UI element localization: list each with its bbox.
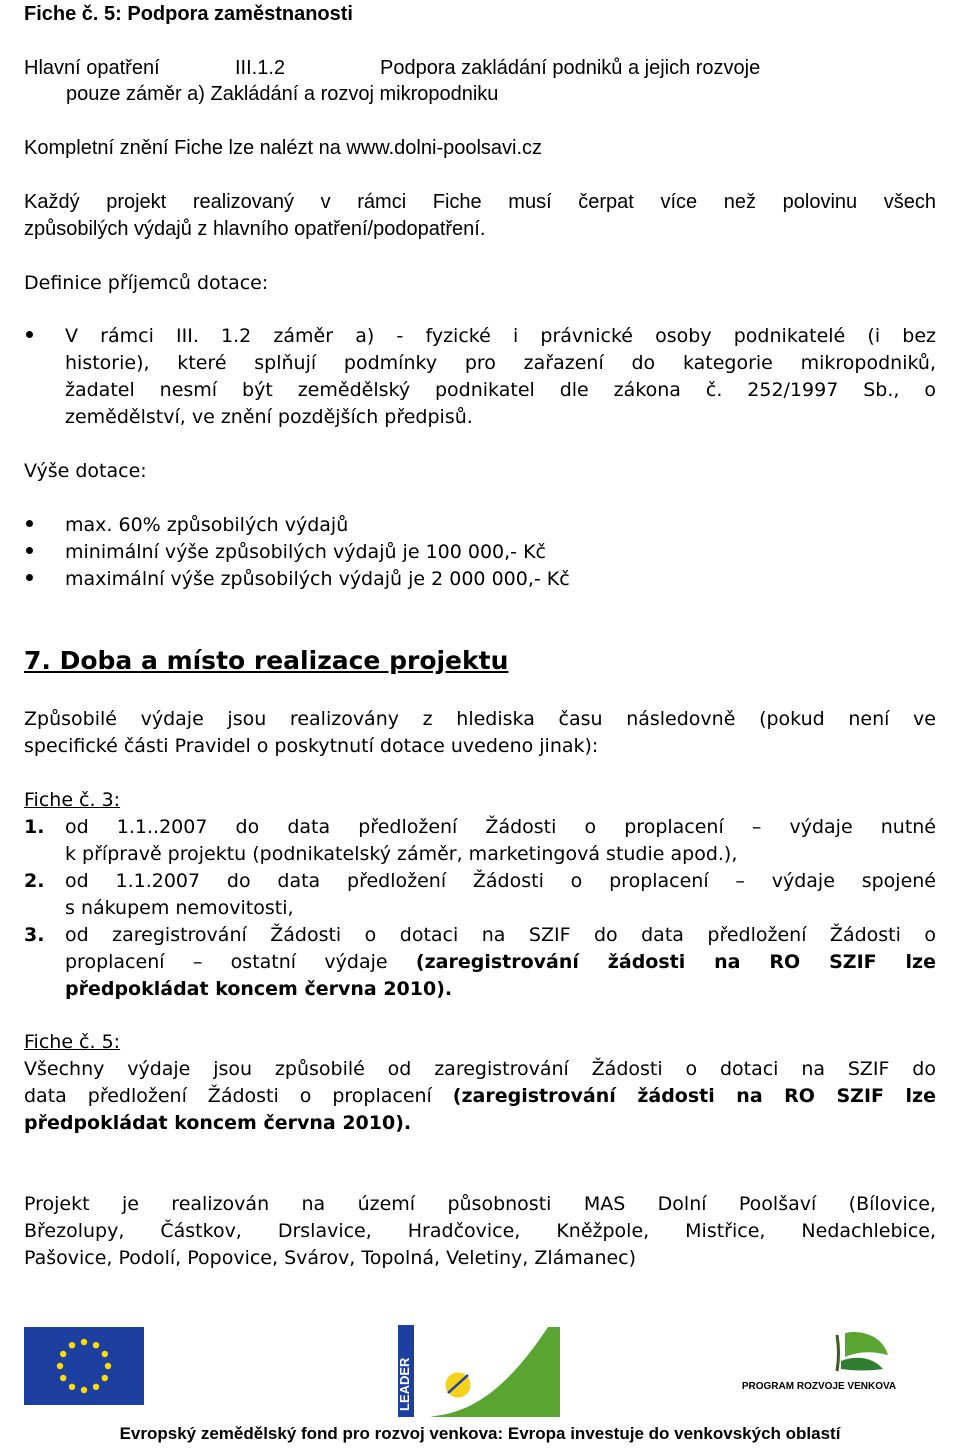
measure-scope: pouze záměr a) Zakládání a rozvoj mikropodniku [66, 83, 499, 105]
prv-text: PROGRAM ROZVOJE VENKOVA [741, 1381, 897, 1392]
fiche-5-label: Fiche č. 5: [24, 1031, 121, 1053]
subsidy-item: max. 60% způsobilých výdajů [65, 514, 349, 536]
fiche-5-line-3: předpokládat koncem června 2010). [24, 1112, 412, 1134]
fiche-3-item-3-line-2 [65, 951, 936, 973]
page-title: Fiche č. 5: Podpora zaměstnanosti [24, 3, 353, 25]
item-number: 3. [24, 924, 45, 946]
fiche-5-plain-text: data předložení Žádosti o proplacení [24, 1085, 453, 1107]
footer-text: Evropský zemědělský fond pro rozvoj venkova: Evropa investuje do venkovských oblastí [119, 1424, 841, 1443]
rule-line-2: způsobilých výdajů z hlavního opatření/podopatření. [24, 218, 486, 240]
item-number: 2. [24, 870, 45, 892]
recipients-line-1: V rámci III. 1.2 záměr a) - fyzické i právnické osoby podnikatelé (i bez [65, 325, 936, 347]
main-measure-label: Hlavní opatření [24, 57, 160, 79]
subsidy-item: maximální výše způsobilých výdajů je 2 000 000,- Kč [65, 568, 570, 590]
fiche-3-item-1-line-1: od 1.1..2007 do data předložení Žádosti o proplacení – výdaje nutné [65, 816, 936, 838]
section-7-heading: 7. Doba a místo realizace projektu [24, 646, 509, 675]
item-number: 1. [24, 816, 45, 838]
subsidy-item: minimální výše způsobilých výdajů je 100 000,- Kč [65, 541, 546, 563]
recipients-line-2: historie), které splňují podmínky pro zařazení do kategorie mikropodniků, [65, 352, 936, 374]
eu-stars-icon [24, 1327, 144, 1405]
fiche-3-item-2-line-2: s nákupem nemovitosti, [65, 897, 294, 919]
rule-line-1: Každý projekt realizovaný v rámci Fiche musí čerpat více než polovinu všech [24, 191, 936, 213]
fiche-5-line-1: Všechny výdaje jsou způsobilé od zaregistrování Žádosti o dotaci na SZIF do [24, 1058, 936, 1080]
section-7-intro-1: Způsobilé výdaje jsou realizovány z hlediska času následovně (pokud není ve [24, 708, 936, 730]
territory-line-2: Březolupy, Částkov, Drslavice, Hradčovice, Kněžpole, Mistřice, Nedachlebice, [24, 1220, 936, 1242]
fiche-3-item-3-line-3: předpokládat koncem června 2010). [65, 978, 453, 1000]
eu-flag-logo [24, 1327, 144, 1405]
recipients-line-3: žadatel nesmí být zemědělský podnikatel dle zákona č. 252/1997 Sb., o [65, 379, 936, 401]
territory-line-3: Pašovice, Podolí, Popovice, Svárov, Topolná, Veletiny, Zlámanec) [24, 1247, 637, 1269]
leader-logo [398, 1323, 560, 1419]
fiche-3-item-2-line-1: od 1.1.2007 do data předložení Žádosti o proplacení – výdaje spojené [65, 870, 936, 892]
prv-emblem-icon [733, 1327, 905, 1405]
full-text-note: Kompletní znění Fiche lze nalézt na www.dolni-poolsavi.cz [24, 137, 543, 159]
subsidy-heading: Výše dotace: [24, 460, 147, 482]
section-7-intro-2: specifické části Pravidel o poskytnutí dotace uvedeno jinak): [24, 735, 599, 757]
main-measure-name: Podpora zakládání podniků a jejich rozvoje [380, 57, 761, 79]
fiche-5-bold-text: (zaregistrování žádosti na RO SZIF lze [452, 1085, 936, 1107]
item-3-bold-text: (zaregistrování žádosti na RO SZIF lze [415, 951, 936, 973]
bullet-icon [24, 574, 34, 584]
territory-line-1: Projekt je realizován na území působnosti MAS Dolní Poolšaví (Bílovice, [24, 1193, 936, 1215]
bullet-icon [24, 547, 34, 557]
program-rozvoje-venkova-logo [733, 1327, 905, 1405]
fiche-3-label: Fiche č. 3: [24, 789, 121, 811]
leader-emblem-icon [398, 1323, 560, 1419]
bullet-icon [24, 331, 34, 341]
bullet-icon [24, 520, 34, 530]
recipients-line-4: zemědělství, ve znění pozdějších předpisů. [65, 406, 473, 428]
main-measure-code: III.1.2 [235, 57, 286, 79]
leader-text: LEADER [398, 1357, 412, 1411]
recipients-heading: Definice příjemců dotace: [24, 272, 269, 294]
fiche-5-line-2 [24, 1085, 936, 1107]
item-3-plain-text: proplacení – ostatní výdaje [65, 951, 416, 973]
fiche-3-item-1-line-2: k přípravě projektu (podnikatelský záměr, marketingová studie apod.), [65, 843, 738, 865]
fiche-3-item-3-line-1: od zaregistrování Žádosti o dotaci na SZIF do data předložení Žádosti o [65, 924, 936, 946]
